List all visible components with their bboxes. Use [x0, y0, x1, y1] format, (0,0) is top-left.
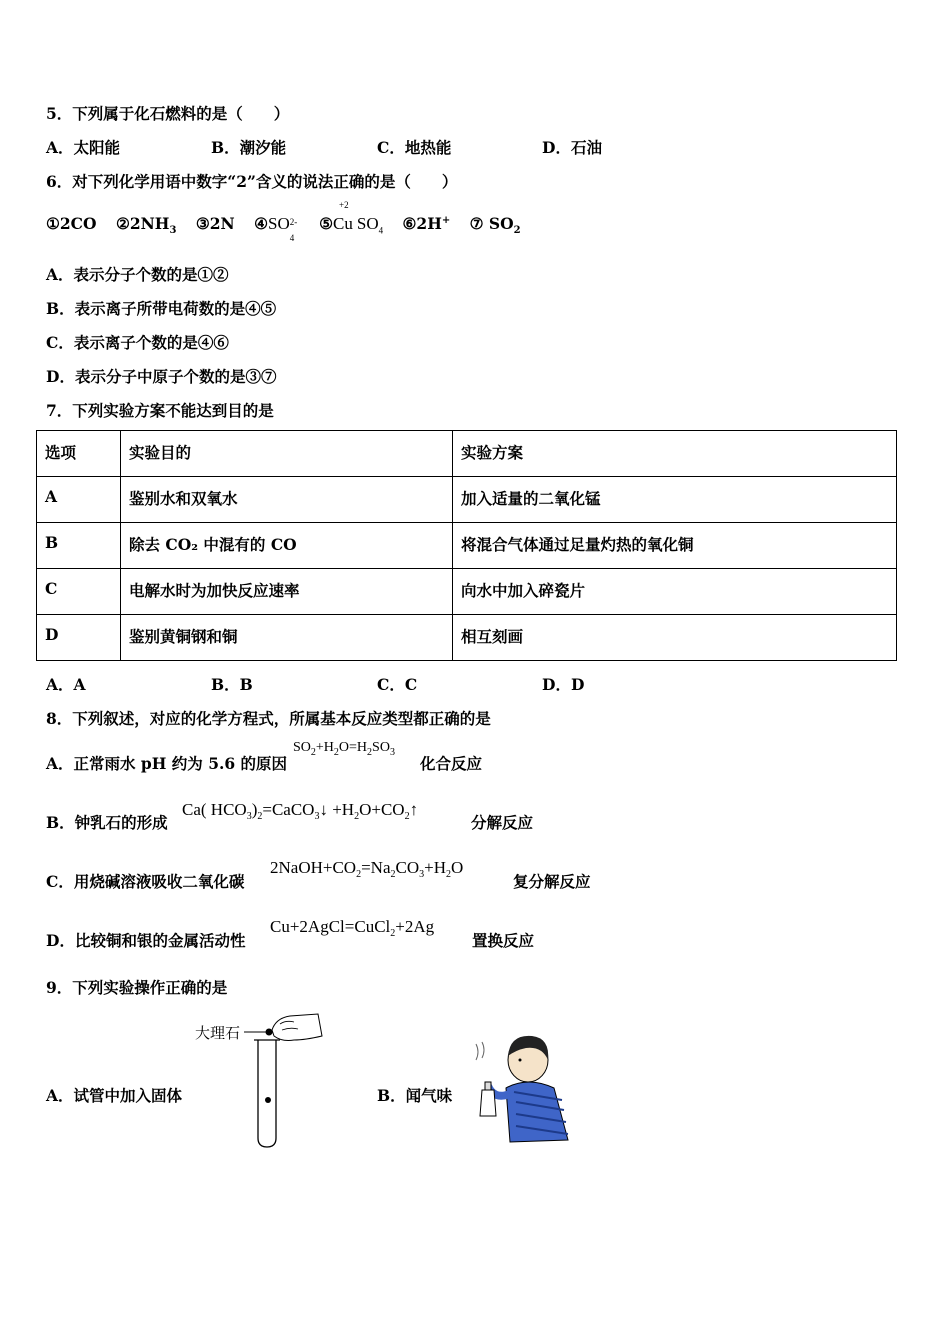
q8-option-a-label: A．正常雨水 pH 约为 5.6 的原因: [46, 754, 288, 773]
q7-table: [36, 430, 897, 661]
symbol-4: ④SO 2- 4: [254, 214, 298, 243]
table-cell: C: [37, 569, 121, 615]
q5-option-a: A．太阳能: [46, 138, 121, 157]
q5-option-d: D．石油: [542, 138, 602, 157]
symbol-3: ③2N: [195, 214, 235, 233]
q5-option-b: B．潮汐能: [211, 138, 287, 157]
table-cell: 鉴别黄铜钢和铜: [121, 615, 453, 661]
symbol-1: ①2CO: [46, 214, 97, 233]
equation-d: Cu+2AgCl=CuCl$_2$+2Ag: [270, 917, 435, 939]
q7-option-d: D．D: [542, 675, 585, 694]
table-cell: B: [37, 523, 121, 569]
equation-a: $SO_2+H_2O=H_2SO_3$: [293, 740, 395, 758]
symbol-7: ⑦ $SO_2$: [469, 214, 521, 237]
table-cell: 将混合气体通过足量灼热的氧化铜: [453, 523, 897, 569]
test-tube-icon: [190, 1010, 330, 1155]
q7-stem: 7．下列实验方案不能达到目的是: [46, 401, 274, 420]
q8-option-b-label: B．钟乳石的形成: [46, 813, 168, 832]
equation-c: $2NaOH+CO_2=Na_2CO_3+H_2O$: [270, 858, 464, 880]
symbol-5: ⑤ +2 Cu $SO_4$: [319, 200, 384, 236]
q6-option-b: B．表示离子所带电荷数的是④⑤: [46, 299, 277, 318]
marble-label: 大理石: [195, 1024, 241, 1042]
q8-option-d-label: D．比较铜和银的金属活动性: [46, 931, 246, 950]
q9-stem: 9．下列实验操作正确的是: [46, 978, 228, 997]
table-cell: 向水中加入碎瓷片: [453, 569, 897, 615]
table-header: 实验目的: [121, 431, 453, 477]
table-cell: 除去 CO₂ 中混有的 CO: [121, 523, 453, 569]
table-cell: 电解水时为加快反应速率: [121, 569, 453, 615]
table-row: [37, 615, 897, 661]
table-cell: D: [37, 615, 121, 661]
table-cell: 鉴别水和双氧水: [121, 477, 453, 523]
q6-option-d: D．表示分子中原子个数的是③⑦: [46, 367, 277, 386]
equation-b: Ca( $HCO_3)_2=CaCO_3↓$ $+H_2O+CO_2↑$: [182, 800, 419, 822]
q6-symbols: [46, 200, 535, 243]
q6-option-c: C．表示离子个数的是④⑥: [46, 333, 229, 352]
symbol-2: $②2NH_3$: [115, 214, 177, 237]
q5-stem: 5．下列属于化石燃料的是（ ）: [46, 104, 290, 123]
q5-option-c: C．地热能: [377, 138, 452, 157]
table-header: 实验方案: [453, 431, 897, 477]
table-row: [37, 523, 897, 569]
table-cell: 相互刻画: [453, 615, 897, 661]
q6-stem: 6．对下列化学用语中数字“2”含义的说法正确的是（ ）: [46, 172, 458, 191]
symbol-6: ⑥2H+: [402, 214, 451, 233]
q9-option-b-label: B．闻气味: [377, 1086, 453, 1105]
table-cell: A: [37, 477, 121, 523]
table-header: 选项: [37, 431, 121, 477]
q8-option-c-label: C．用烧碱溶液吸收二氧化碳: [46, 872, 245, 891]
table-cell: 加入适量的二氧化锰: [453, 477, 897, 523]
q7-option-a: A．A: [46, 675, 86, 694]
table-row: [37, 569, 897, 615]
q8-option-b-type: 分解反应: [471, 813, 534, 832]
smelling-boy-illustration: [470, 1030, 580, 1145]
q7-option-b: B．B: [211, 675, 253, 694]
q8-option-c-type: 复分解反应: [513, 872, 591, 891]
table-row: [37, 477, 897, 523]
q9-option-a-label: A．试管中加入固体: [46, 1086, 183, 1105]
q6-option-a: A．表示分子个数的是①②: [46, 265, 229, 284]
q8-stem: 8．下列叙述，对应的化学方程式，所属基本反应类型都正确的是: [46, 709, 491, 728]
test-tube-illustration: [190, 1010, 330, 1155]
q7-option-c: C．C: [377, 675, 418, 694]
q8-option-a-type: 化合反应: [420, 754, 483, 773]
boy-smelling-icon: [470, 1030, 580, 1145]
table-header-row: [37, 431, 897, 477]
q8-option-d-type: 置换反应: [472, 931, 535, 950]
